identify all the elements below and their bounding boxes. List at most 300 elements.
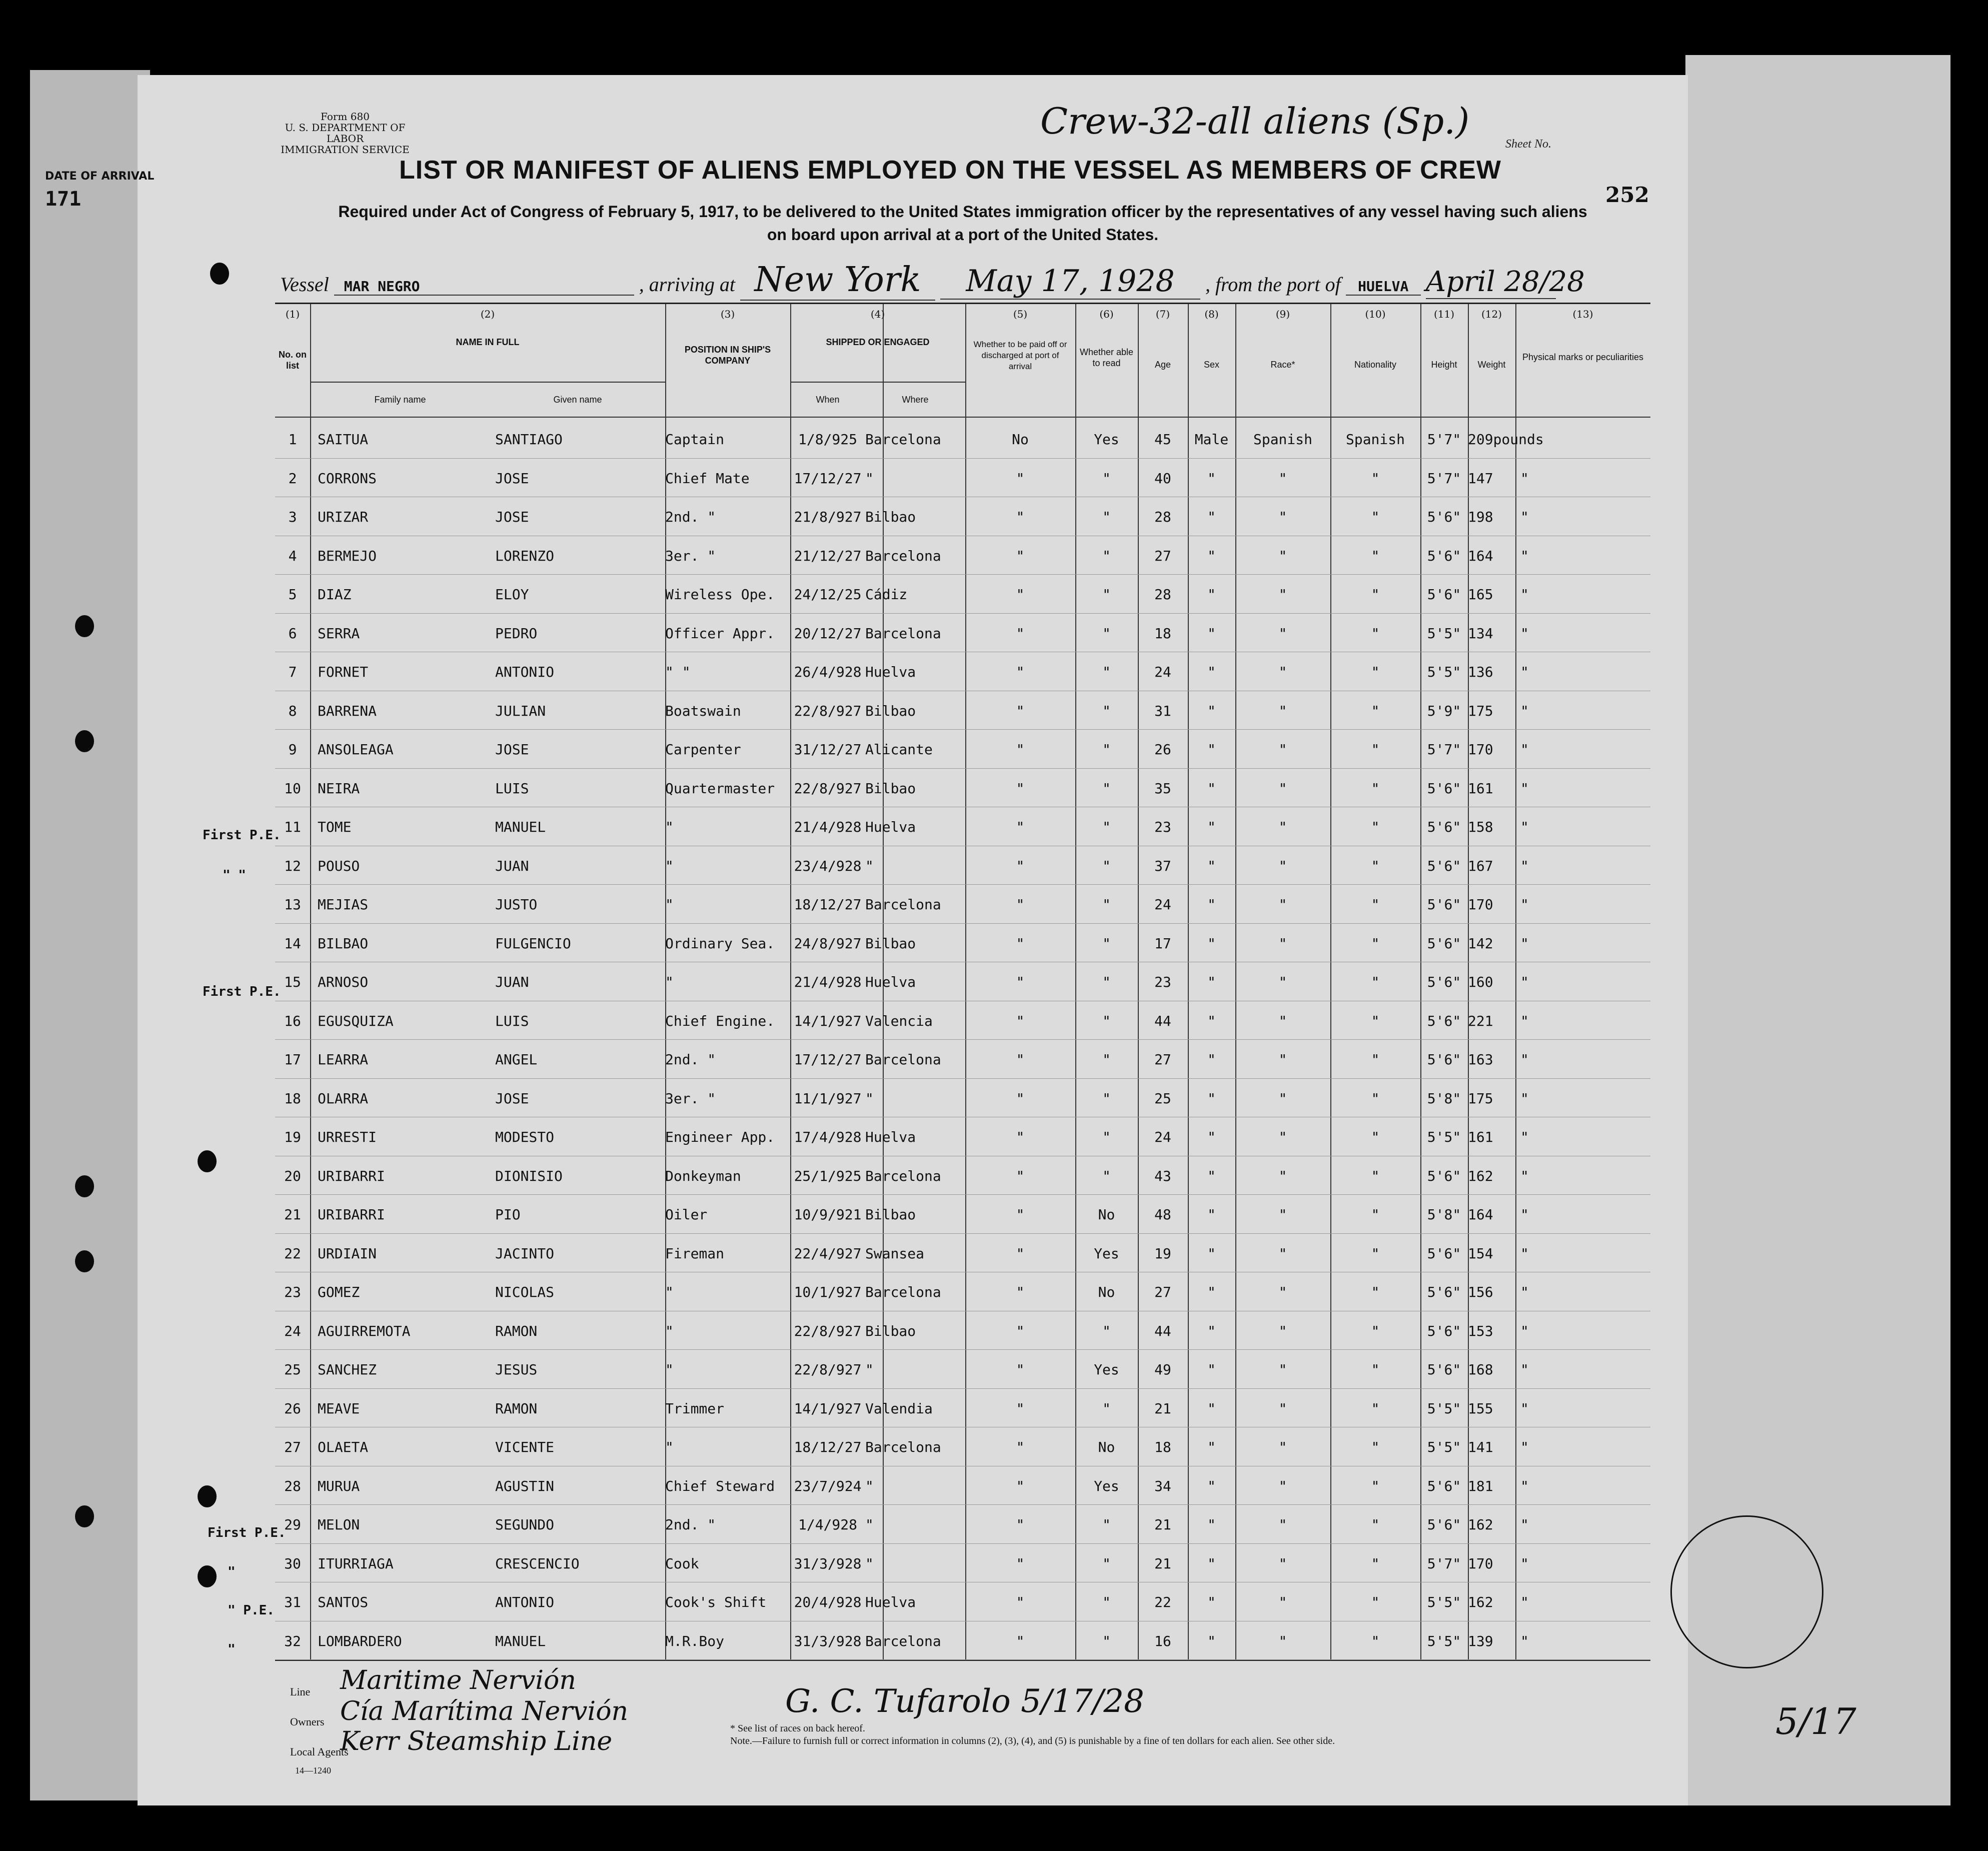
cell-sex: " xyxy=(1207,625,1216,642)
cell-paid-off: " xyxy=(1016,1400,1025,1417)
cell-weight: 175 xyxy=(1468,1090,1493,1107)
cell-race: " xyxy=(1278,1090,1287,1107)
cell-able-to-read: " xyxy=(1102,470,1111,487)
cell-given-name: JOSE xyxy=(495,470,529,487)
cell-given-name: NICOLAS xyxy=(495,1284,555,1300)
local-agents-value: Kerr Steamship Line xyxy=(340,1726,613,1756)
cell-position: Chief Steward xyxy=(665,1477,775,1494)
cell-position: M.R.Boy xyxy=(665,1632,725,1649)
cell-age: 27 xyxy=(1154,547,1171,564)
colnum-2: (2) xyxy=(480,308,495,320)
cell-nationality: " xyxy=(1371,1361,1380,1378)
cell-age: 44 xyxy=(1154,1012,1171,1029)
cell-shipped-where: Huelva xyxy=(865,819,916,835)
cell-shipped-where: Barcelona xyxy=(865,1632,941,1649)
cell-weight: 161 xyxy=(1468,1129,1493,1145)
cell-shipped-when: 20/4/928 xyxy=(794,1594,862,1610)
cell-height: 5'6" xyxy=(1427,780,1461,797)
cell-position: Wireless Ope. xyxy=(665,586,775,603)
cell-family-name: TOME xyxy=(318,819,352,835)
cell-paid-off: " xyxy=(1016,1477,1025,1494)
header-rule xyxy=(790,382,965,383)
inspector-signature: G. C. Tufarolo 5/17/28 xyxy=(785,1683,1144,1720)
cell-position: " xyxy=(665,819,674,835)
cell-row-number: 18 xyxy=(284,1090,301,1107)
cell-family-name: URIBARRI xyxy=(318,1206,385,1223)
cell-shipped-where: Bilbao xyxy=(865,1322,916,1339)
cell-shipped-where: Huelva xyxy=(865,974,916,990)
cell-able-to-read: " xyxy=(1102,896,1111,913)
cell-paid-off: " xyxy=(1016,741,1025,758)
cell-race: " xyxy=(1278,1477,1287,1494)
cell-family-name: SAITUA xyxy=(318,431,369,448)
table-row xyxy=(275,691,1650,730)
cell-paid-off: " xyxy=(1016,1632,1025,1649)
margin-note-row-29: First P.E. xyxy=(208,1525,286,1540)
cell-able-to-read: " xyxy=(1102,625,1111,642)
page-number: 252 xyxy=(1605,183,1649,207)
table-row xyxy=(275,1001,1650,1040)
header-name-in-full: NAME IN FULL xyxy=(456,337,520,347)
cell-age: 24 xyxy=(1154,896,1171,913)
table-row xyxy=(275,962,1650,1001)
cell-sex: " xyxy=(1207,586,1216,603)
form-department: U. S. DEPARTMENT OF LABOR xyxy=(285,122,406,145)
cell-shipped-where: Bilbao xyxy=(865,780,916,797)
cell-position: 2nd. " xyxy=(665,1051,716,1068)
cell-family-name: URIZAR xyxy=(318,509,369,525)
cell-paid-off: " xyxy=(1016,586,1025,603)
cell-physical-marks: " xyxy=(1520,819,1529,835)
cell-sex: " xyxy=(1207,1400,1216,1417)
line-label: Line xyxy=(290,1685,311,1698)
cell-given-name: LUIS xyxy=(495,1012,529,1029)
cell-physical-marks: " xyxy=(1520,935,1529,952)
cell-paid-off: " xyxy=(1016,857,1025,874)
cell-race: " xyxy=(1278,819,1287,835)
cell-sex: " xyxy=(1207,896,1216,913)
table-row xyxy=(275,846,1650,885)
cell-shipped-when: 21/4/928 xyxy=(794,819,862,835)
cell-nationality: " xyxy=(1371,1167,1380,1184)
table-row xyxy=(275,613,1650,653)
table-row xyxy=(275,1311,1650,1350)
cell-nationality: " xyxy=(1371,547,1380,564)
cell-shipped-when: 31/12/27 xyxy=(794,741,862,758)
cell-able-to-read: " xyxy=(1102,1516,1111,1533)
cell-given-name: MANUEL xyxy=(495,1632,546,1649)
cell-able-to-read: " xyxy=(1102,509,1111,525)
cell-able-to-read: " xyxy=(1102,1632,1111,1649)
cell-weight: 147 xyxy=(1468,470,1493,487)
cell-race: " xyxy=(1278,1206,1287,1223)
cell-race: Spanish xyxy=(1253,431,1312,448)
cell-shipped-where: Barcelona xyxy=(865,1284,941,1300)
cell-age: 18 xyxy=(1154,625,1171,642)
cell-height: 5'5" xyxy=(1427,1632,1461,1649)
header-nationality: Nationality xyxy=(1354,360,1397,370)
cell-nationality: " xyxy=(1371,741,1380,758)
cell-height: 5'6" xyxy=(1427,1322,1461,1339)
cell-race: " xyxy=(1278,857,1287,874)
cell-row-number: 1 xyxy=(288,431,297,448)
subtitle-line-2: on board upon arrival at a port of the United States. xyxy=(767,226,1159,244)
cell-physical-marks: " xyxy=(1520,1555,1529,1572)
table-row xyxy=(275,807,1650,846)
cell-age: 25 xyxy=(1154,1090,1171,1107)
cell-race: " xyxy=(1278,1361,1287,1378)
cell-sex: " xyxy=(1207,780,1216,797)
cell-sex: " xyxy=(1207,1322,1216,1339)
table-row xyxy=(275,1582,1650,1621)
cell-given-name: ELOY xyxy=(495,586,529,603)
cell-shipped-when: 20/12/27 xyxy=(794,625,862,642)
cell-paid-off: " xyxy=(1016,974,1025,990)
cell-shipped-when: 22/8/927 xyxy=(794,1322,862,1339)
cell-weight: 160 xyxy=(1468,974,1493,990)
table-row xyxy=(275,458,1650,498)
cell-height: 5'6" xyxy=(1427,586,1461,603)
cell-row-number: 25 xyxy=(284,1361,301,1378)
cell-paid-off: " xyxy=(1016,1555,1025,1572)
owners-label: Owners xyxy=(290,1715,325,1728)
cell-age: 34 xyxy=(1154,1477,1171,1494)
cell-shipped-where: Barcelona xyxy=(865,547,941,564)
table-row xyxy=(275,652,1650,691)
cell-race: " xyxy=(1278,1594,1287,1610)
cell-shipped-where: Bilbao xyxy=(865,1206,916,1223)
table-row xyxy=(275,419,1650,459)
cell-physical-marks: " xyxy=(1520,509,1529,525)
cell-row-number: 31 xyxy=(284,1594,301,1610)
cell-family-name: DIAZ xyxy=(318,586,352,603)
cell-family-name: URDIAIN xyxy=(318,1245,377,1262)
cell-height: 5'6" xyxy=(1427,547,1461,564)
cell-weight: 134 xyxy=(1468,625,1493,642)
cell-shipped-when: 18/12/27 xyxy=(794,896,862,913)
line-value: Maritime Nervión xyxy=(340,1665,576,1695)
cell-sex: " xyxy=(1207,1439,1216,1455)
cell-position: " xyxy=(665,896,674,913)
cell-given-name: RAMON xyxy=(495,1400,538,1417)
binder-hole xyxy=(75,1175,94,1197)
cell-age: 16 xyxy=(1154,1632,1171,1649)
table-row xyxy=(275,1078,1650,1118)
cell-physical-marks: " xyxy=(1520,1400,1529,1417)
cell-sex: Male xyxy=(1194,431,1229,448)
cell-shipped-when: 22/8/927 xyxy=(794,780,862,797)
cell-given-name: JOSE xyxy=(495,1090,529,1107)
cell-race: " xyxy=(1278,547,1287,564)
cell-given-name: PEDRO xyxy=(495,625,538,642)
cell-given-name: LUIS xyxy=(495,780,529,797)
cell-family-name: MEAVE xyxy=(318,1400,360,1417)
cell-shipped-when: 24/12/25 xyxy=(794,586,862,603)
cell-family-name: SERRA xyxy=(318,625,360,642)
cell-position: Engineer App. xyxy=(665,1129,775,1145)
cell-shipped-where: Barcelona xyxy=(865,1167,941,1184)
cell-able-to-read: " xyxy=(1102,857,1111,874)
cell-row-number: 21 xyxy=(284,1206,301,1223)
departure-port: HUELVA xyxy=(1346,278,1421,296)
cell-able-to-read: " xyxy=(1102,547,1111,564)
cell-physical-marks: " xyxy=(1520,1090,1529,1107)
cell-height: 5'5" xyxy=(1427,625,1461,642)
cell-position: 2nd. " xyxy=(665,509,716,525)
cell-physical-marks: " xyxy=(1520,1322,1529,1339)
cell-height: 5'7" xyxy=(1427,470,1461,487)
cell-family-name: ARNOSO xyxy=(318,974,369,990)
cell-row-number: 13 xyxy=(284,896,301,913)
cell-sex: " xyxy=(1207,741,1216,758)
cell-able-to-read: " xyxy=(1102,780,1111,797)
cell-height: 5'6" xyxy=(1427,1361,1461,1378)
cell-shipped-where: Alicante xyxy=(865,741,933,758)
cell-nationality: " xyxy=(1371,1051,1380,1068)
cell-position: Boatswain xyxy=(665,702,741,719)
cell-age: 28 xyxy=(1154,509,1171,525)
cell-position: Officer Appr. xyxy=(665,625,775,642)
table-row xyxy=(275,1272,1650,1311)
cell-nationality: " xyxy=(1371,974,1380,990)
table-row xyxy=(275,884,1650,924)
table-row xyxy=(275,1039,1650,1079)
cell-physical-marks: " xyxy=(1520,1594,1529,1610)
cell-sex: " xyxy=(1207,702,1216,719)
cell-race: " xyxy=(1278,702,1287,719)
cell-family-name: BARRENA xyxy=(318,702,377,719)
vessel-name: MAR NEGRO xyxy=(334,278,634,296)
cell-shipped-where: " xyxy=(865,857,874,874)
margin-note-row-12: " " xyxy=(223,868,246,883)
cell-weight: 164 xyxy=(1468,1206,1493,1223)
cell-weight: 221 xyxy=(1468,1012,1493,1029)
cell-position: Chief Mate xyxy=(665,470,750,487)
cell-age: 18 xyxy=(1154,1439,1171,1455)
cell-height: 5'7" xyxy=(1427,741,1461,758)
cell-race: " xyxy=(1278,1245,1287,1262)
cell-age: 27 xyxy=(1154,1284,1171,1300)
cell-shipped-where: Bilbao xyxy=(865,935,916,952)
cell-race: " xyxy=(1278,509,1287,525)
cell-able-to-read: " xyxy=(1102,1400,1111,1417)
cell-family-name: BILBAO xyxy=(318,935,369,952)
cell-physical-marks: " xyxy=(1520,1129,1529,1145)
cell-height: 5'5" xyxy=(1427,1129,1461,1145)
cell-position: " xyxy=(665,1361,674,1378)
cell-position: Fireman xyxy=(665,1245,725,1262)
margin-note-row-30: " xyxy=(228,1564,236,1579)
cell-given-name: JESUS xyxy=(495,1361,538,1378)
cell-height: 5'6" xyxy=(1427,974,1461,990)
cell-able-to-read: " xyxy=(1102,1167,1111,1184)
cell-shipped-when: 22/8/927 xyxy=(794,702,862,719)
cell-height: 5'6" xyxy=(1427,509,1461,525)
cell-weight: 162 xyxy=(1468,1167,1493,1184)
header-physical-marks: Physical marks or peculiarities xyxy=(1522,352,1644,362)
header-rule xyxy=(310,382,665,383)
cell-able-to-read: " xyxy=(1102,1594,1111,1610)
cell-given-name: JULIAN xyxy=(495,702,546,719)
cell-given-name: ANTONIO xyxy=(495,664,555,680)
cell-family-name: ANSOLEAGA xyxy=(318,741,394,758)
cell-nationality: " xyxy=(1371,509,1380,525)
header-age: Age xyxy=(1154,360,1171,370)
cell-physical-marks: " xyxy=(1520,1284,1529,1300)
cell-given-name: CRESCENCIO xyxy=(495,1555,580,1572)
cell-weight: 167 xyxy=(1468,857,1493,874)
cell-able-to-read: " xyxy=(1102,1090,1111,1107)
cell-nationality: " xyxy=(1371,1594,1380,1610)
page-title: LIST OR MANIFEST OF ALIENS EMPLOYED ON THE VESSEL AS MEMBERS OF CREW xyxy=(399,156,1501,185)
cell-age: 44 xyxy=(1154,1322,1171,1339)
cell-able-to-read: Yes xyxy=(1094,431,1119,448)
cell-position: " xyxy=(665,857,674,874)
cell-able-to-read: " xyxy=(1102,1051,1111,1068)
cell-able-to-read: " xyxy=(1102,974,1111,990)
cell-height: 5'6" xyxy=(1427,819,1461,835)
cell-physical-marks: " xyxy=(1520,780,1529,797)
cell-shipped-where: Bilbao xyxy=(865,509,916,525)
cell-paid-off: " xyxy=(1016,935,1025,952)
cell-race: " xyxy=(1278,974,1287,990)
arrival-stamp-number: 171 xyxy=(45,188,82,211)
cell-physical-marks: " xyxy=(1520,1012,1529,1029)
cell-paid-off: " xyxy=(1016,470,1025,487)
cell-age: 43 xyxy=(1154,1167,1171,1184)
cell-height: 5'8" xyxy=(1427,1090,1461,1107)
cell-paid-off: " xyxy=(1016,702,1025,719)
date-note-right: 5/17 xyxy=(1775,1700,1856,1742)
arrival-date: May 17, 1928 xyxy=(940,264,1200,300)
header-shipped: SHIPPED OR ENGAGED xyxy=(826,337,930,347)
cell-row-number: 16 xyxy=(284,1012,301,1029)
cell-physical-marks: " xyxy=(1520,1439,1529,1455)
cell-paid-off: " xyxy=(1016,1284,1025,1300)
cell-sex: " xyxy=(1207,819,1216,835)
cell-weight: 181 xyxy=(1468,1477,1493,1494)
cell-paid-off: " xyxy=(1016,1206,1025,1223)
cell-sex: " xyxy=(1207,1361,1216,1378)
page-subtitle xyxy=(280,200,1645,246)
header-no-on-list: No. on list xyxy=(279,350,307,371)
cell-age: 23 xyxy=(1154,819,1171,835)
cell-shipped-where: " xyxy=(865,1555,874,1572)
cell-row-number: 4 xyxy=(288,547,297,564)
cell-row-number: 2 xyxy=(288,470,297,487)
table-row xyxy=(275,1504,1650,1544)
header-height: Height xyxy=(1431,360,1457,370)
local-agents-label: Local Agents xyxy=(290,1745,349,1758)
cell-position: Carpenter xyxy=(665,741,741,758)
cell-position: Cook's Shift xyxy=(665,1594,767,1610)
cell-shipped-when: 17/12/27 xyxy=(794,1051,862,1068)
cell-race: " xyxy=(1278,780,1287,797)
table-row xyxy=(275,768,1650,808)
cell-family-name: AGUIRREMOTA xyxy=(318,1322,411,1339)
cell-paid-off: " xyxy=(1016,1167,1025,1184)
vessel-label: Vessel xyxy=(280,273,329,296)
cell-sex: " xyxy=(1207,547,1216,564)
cell-family-name: URRESTI xyxy=(318,1129,377,1145)
cell-able-to-read: No xyxy=(1098,1439,1115,1455)
cell-weight: 153 xyxy=(1468,1322,1493,1339)
cell-physical-marks: " xyxy=(1520,974,1529,990)
cell-paid-off: " xyxy=(1016,780,1025,797)
table-row xyxy=(275,574,1650,614)
table-row xyxy=(275,1466,1650,1505)
cell-physical-marks: " xyxy=(1520,664,1529,680)
cell-nationality: " xyxy=(1371,1632,1380,1649)
cell-sex: " xyxy=(1207,1012,1216,1029)
cell-height: 5'6" xyxy=(1427,1245,1461,1262)
cell-family-name: OLAETA xyxy=(318,1439,369,1455)
cell-paid-off: " xyxy=(1016,896,1025,913)
cell-height: 5'5" xyxy=(1427,664,1461,680)
cell-paid-off: " xyxy=(1016,1322,1025,1339)
table-row xyxy=(275,1156,1650,1195)
cell-height: 5'6" xyxy=(1427,1167,1461,1184)
cell-sex: " xyxy=(1207,1051,1216,1068)
margin-note-row-15: First P.E. xyxy=(203,984,281,999)
footnote-penalty: Note.—Failure to furnish full or correct information in columns (2), (3), (4), and (5) is punishable by a fine of ten dollars for each alien. See other side. xyxy=(730,1735,1335,1746)
cell-row-number: 27 xyxy=(284,1439,301,1455)
cell-position: 3er. " xyxy=(665,547,716,564)
cell-shipped-where: Huelva xyxy=(865,1594,916,1610)
cell-paid-off: " xyxy=(1016,1594,1025,1610)
cell-weight: 170 xyxy=(1468,1555,1493,1572)
cell-height: 5'6" xyxy=(1427,896,1461,913)
cell-sex: " xyxy=(1207,1284,1216,1300)
cell-height: 5'6" xyxy=(1427,1284,1461,1300)
cell-family-name: LOMBARDERO xyxy=(318,1632,402,1649)
cell-race: " xyxy=(1278,1439,1287,1455)
subtitle-line-1: Required under Act of Congress of February 5, 1917, to be delivered to the United States immigration officer by the representatives of any vessel having such aliens xyxy=(338,203,1587,221)
cell-position: Captain xyxy=(665,431,725,448)
cell-row-number: 19 xyxy=(284,1129,301,1145)
cell-weight: 136 xyxy=(1468,664,1493,680)
cell-age: 49 xyxy=(1154,1361,1171,1378)
cell-age: 45 xyxy=(1154,431,1171,448)
header-sex: Sex xyxy=(1203,360,1220,370)
cell-position: Trimmer xyxy=(665,1400,725,1417)
cell-shipped-when: 17/12/27 xyxy=(794,470,862,487)
cell-physical-marks: " xyxy=(1520,702,1529,719)
cell-shipped-where: Barcelona xyxy=(865,896,941,913)
cell-sex: " xyxy=(1207,1167,1216,1184)
cell-nationality: " xyxy=(1371,586,1380,603)
cell-weight: 198 xyxy=(1468,509,1493,525)
colnum-4: (4) xyxy=(870,308,885,320)
from-label: , from the port of xyxy=(1205,273,1341,296)
colnum-1: (1) xyxy=(285,308,300,320)
cell-shipped-when: 25/1/925 xyxy=(794,1167,862,1184)
cell-family-name: EGUSQUIZA xyxy=(318,1012,394,1029)
crew-table xyxy=(275,303,1650,1661)
cell-shipped-where: Barcelona xyxy=(865,625,941,642)
cell-given-name: PIO xyxy=(495,1206,521,1223)
margin-note-row-11: First P.E. xyxy=(203,828,281,843)
cell-physical-marks: " xyxy=(1520,1516,1529,1533)
cell-weight: 142 xyxy=(1468,935,1493,952)
colnum-3: (3) xyxy=(720,308,735,320)
cell-sex: " xyxy=(1207,1516,1216,1533)
cell-nationality: " xyxy=(1371,625,1380,642)
cell-sex: " xyxy=(1207,1090,1216,1107)
colnum-9: (9) xyxy=(1275,308,1290,320)
cell-height: 5'8" xyxy=(1427,1206,1461,1223)
cell-race: " xyxy=(1278,935,1287,952)
